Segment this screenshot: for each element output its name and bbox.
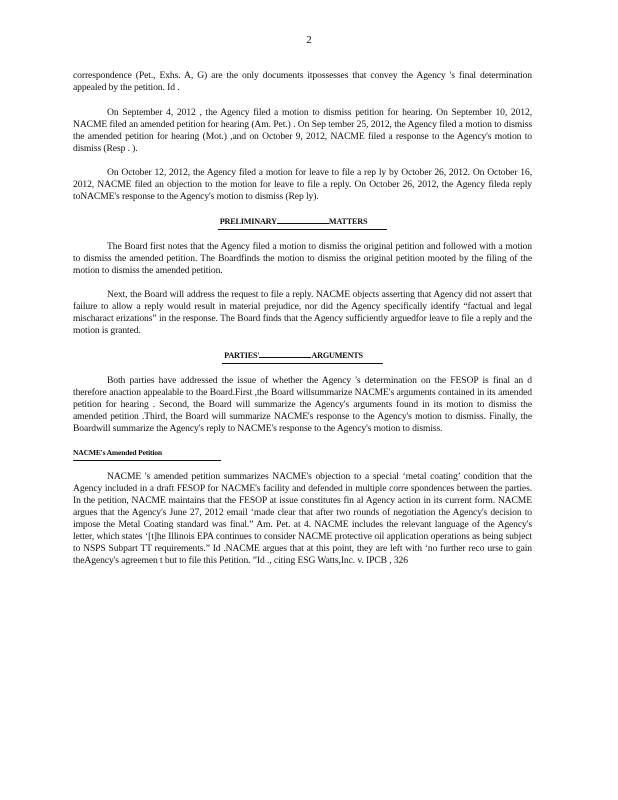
document-body [73, 70, 532, 580]
paragraph-procedural-history: On September 4, 2012 , the Agency filed a motion to dismiss petition for hearing. On September 10, 2012, NACME filed an amended petition for hearing (Am. Pet.) . On Sep tember 25, 2012, the Agency filed a motion to dismiss the amended petition for hearing (Mot.) ,and on October 9, 2012, NACME filed a response to the Agency's motion to dismiss (Resp . ). [73, 106, 532, 154]
heading-word: ARGUMENTS [311, 350, 363, 360]
paragraph-preliminary-2: Next, the Board will address the request to file a reply. NACME objects asserting that Agency did not assert that failure to allow a reply would result in material prejudice, nor did the Agency specifically identify “factual and legal mischaract erizations” in the response. The Board finds that the Agency sufficiently arguedfor leave to file a reply and the motion is granted. [73, 289, 532, 336]
section-heading-parties-arguments [73, 350, 532, 364]
heading-word: PARTIES' [224, 350, 260, 360]
paragraph-arguments-overview: Both parties have addressed the issue of whether the Agency 's determination on the FESOP is final an d therefore anaction appealable to the Board.First ,the Board willsummarize NACME's arguments contained in its amended petition for hearing . Second, the Board will summarize the Agency's arguments found in its motion to dismiss the amended petition .Third, the Board will summarize NACME's response to the Agency's motion to dismiss. Finally, the Boardwill summarize the Agency's reply to NACME's response to the Agency's motion to dismiss. [73, 374, 532, 434]
page-number: 2 [306, 34, 312, 46]
section-heading-preliminary-matters [73, 216, 532, 230]
paragraph-reply-motion: On October 12, 2012, the Agency filed a motion for leave to file a rep ly by October 26, 2012. On October 16, 2012, NACME filed an objection to the motion for leave to file a reply. On October 26, 2012, the Agency fileda reply toNACME's response to the Agency's motion to dismiss (Rep ly). [73, 167, 532, 202]
heading-word: PRELIMINARY [219, 216, 277, 226]
paragraph-continued: correspondence (Pet., Exhs. A, G) are the only documents itpossesses that convey the Agency 's final determination appealed by the petition. Id . [73, 70, 532, 93]
heading-word: MATTERS [328, 216, 368, 226]
paragraph-amended-petition: NACME 's amended petition summarizes NACME's objection to a special ‘metal coating’ condition that the Agency included in a draft FESOP for NACME's facility and defended in multiple corre spondences between the parties. In the petition, NACME maintains that the FESOP at issue constitutes fin al Agency action in its current form. NACME argues that the Agency's June 27, 2012 email ‘made clear that after two rounds of negotiation the Agency's decision to impose the Metal Coating standard was final.” Am. Pet. at 4. NACME includes the relevant language of the Agency's letter, which states ‘[t]he Illinois EPA continues to consider NACME protective oil application operations as being subject to NSPS Subpart TT requirements.” Id .NACME argues that at this point, they are left with ‘no further reco urse to gain theAgency's agreemen t but to file this Petition. ”Id ., citing ESG Watts,Inc. v. IPCB , 326 [73, 471, 532, 566]
subheading-nacme-amended-petition: NACME's Amended Petition [73, 447, 532, 461]
paragraph-preliminary-1: The Board first notes that the Agency filed a motion to dismiss the original petition and followed with a motion to dismiss the amended petition. The Boardfinds the motion to dismiss the original petition mooted by the filing of the motion to dismiss the amended petition. [73, 240, 532, 276]
